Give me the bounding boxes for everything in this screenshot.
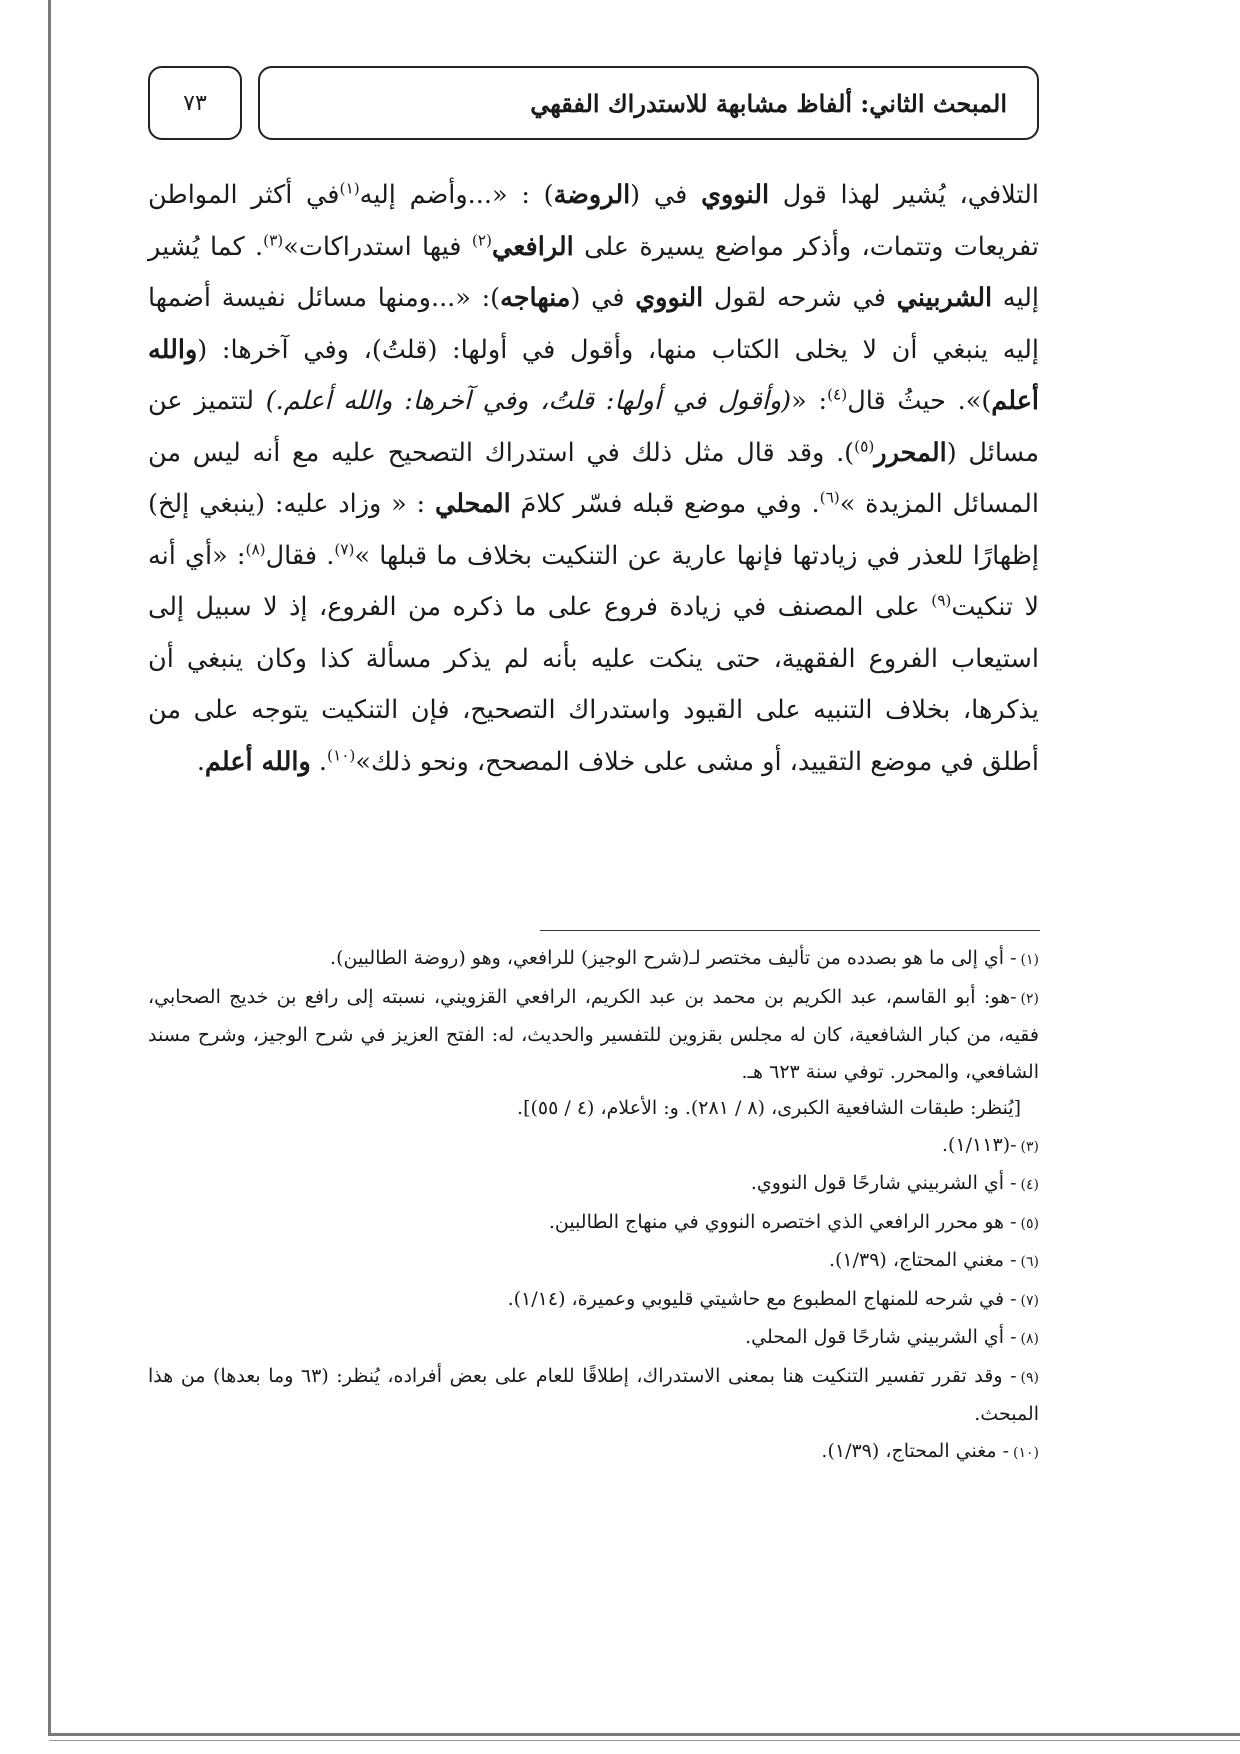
italic-quote: (وأقول في أولها: قلتُ، وفي آخرها: والله أعلم.) [265,386,792,416]
text-run: في أكثر المواطن تفريعات وتتمات، وأذكر مواضع يسيرة على [148,180,1039,262]
bold-book-title: منهاجه [500,283,571,313]
footnote-ref: (٢) [471,231,492,249]
footnote-number: (٣) [1020,1138,1039,1155]
footnote-text: - أي الشربيني شارحًا قول النووي. [750,1172,1017,1194]
footnote-number: (٧) [1020,1292,1039,1309]
text-run: في ( [630,180,702,210]
footnote-separator [540,930,1040,931]
footnote-ref: (٨) [245,540,266,558]
text-run: . فقال [265,540,335,571]
text-run: فيها استدراكات» [283,231,472,262]
footnote-ref: (١٠) [327,746,356,764]
text-run: . [310,746,328,777]
footnote-number: (٨) [1020,1331,1039,1347]
footnote-text: -(١/١١٣). [942,1133,1017,1156]
footnote-ref: (١) [339,179,360,198]
footnote-text: - مغني المحتاج، (١/٣٩). [821,1439,1010,1462]
bold-name: المحلي [434,489,511,519]
footnote-text: - في شرحه للمنهاج المطبوع مع حاشيتي قليوبي وعميرة، (١/١٤). [507,1287,1017,1310]
text-run: : «أي أنه لا تنكيت [148,540,1039,622]
text-run: ) : «...وأضم إليه [359,180,554,210]
footnote-item [148,1127,1039,1166]
footnote-number: (٩) [1020,1369,1039,1386]
footnote-item [148,1281,1039,1320]
bold-name: النووي [635,283,704,313]
footnote-item [148,979,1039,1127]
page-number: ٧٣ [183,90,207,116]
footnote-item [148,1165,1039,1204]
header-page-number-box [148,66,242,140]
footnote-ref: (٤) [827,385,848,404]
text-run: . كما يُشير إليه [148,231,1040,313]
text-run: : « وزاد عليه: (ينبغي إلخ) إظهارًا للعذر في زيادتها فإنها عارية عن التنكيت بخلاف ما قبلها » [148,489,1040,571]
text-run: لتتميز عن مسائل ( [148,386,1040,468]
page-header-title: المبحث الثاني: ألفاظ مشابهة للاستدراك الفقهي [530,88,1007,118]
text-run: . [196,746,205,777]
footnote-number: (٦) [1020,1254,1039,1270]
text-run: على المصنف في زيادة فروع على ما ذكره من الفروع، إذ لا سبيل إلى استيعاب الفروع الفقهية، حتى ينكت عليه بأنه لم يذكر مسألة كذا وكان ينبغي أن يذكرها، بخلاف التنبيه على القيود واستدراك التصحيح، فإن التنكيت يتوجه على من أطلق في موضع التقييد، أو مشى على خلاف المصحح، ونحو ذلك» [148,592,1039,777]
footnote-text: - وقد تقرر تفسير التنكيت هنا بمعنى الاستدراك، إطلاقًا للعام على بعض أفراده، يُنظر: (٦٣ وما بعدها) من هذا المبحث. [148,1364,1039,1425]
footnote-number: (١٠) [1013,1444,1039,1461]
footnote-text: - مغني المحتاج، (١/٣٩). [828,1249,1017,1271]
footnote-item [148,1358,1039,1433]
footnote-ref: (٦) [819,488,840,507]
footnote-ref: (٣) [263,231,284,249]
footnote-text: -هو: أبو القاسم، عبد الكريم بن محمد بن عبد الكريم، الرافعي القزويني، نسبته إلى رافع بن خديج الصحابي، فقيه، من كبار الشافعية، كان له مجلس بقزوين للتفسير والحديث، له: الفتح العزيز في شرح الوجيز، وشرح مسند الشافعي، والمحرر. توفي سنة ٦٢٣ هـ. [148,985,1039,1083]
bold-name: النووي [701,180,770,210]
footnote-ref: (٥) [854,437,875,455]
text-run: ). وقد قال مثل ذلك في استدراك التصحيح عليه مع أنه ليس من المسائل المزيدة » [148,437,1039,519]
footnote-number: (٢) [1020,990,1039,1007]
text-run: )». حيثُ قال [847,386,992,416]
footnote-number: (١) [1020,952,1039,968]
footnote-text: - أي إلى ما هو بصدده من تأليف مختصر لـ(شرح الوجيز) للرافعي، وهو (روضة الطالبين). [330,947,1017,969]
bold-name: الشربيني [896,283,993,313]
footnotes-section [148,940,1039,1471]
bold-book-title: الروضة [553,180,631,210]
footnote-number: (٤) [1020,1177,1039,1193]
body-paragraph [148,170,1039,788]
footnote-text: - أي الشربيني شارحًا قول المحلي. [745,1326,1017,1348]
footnote-item [148,1242,1039,1281]
text-run: ): «...ومنها مسائل نفيسة أضمها إليه ينبغي أن لا يخلى الكتاب منها، وأقول في أولها: (قلتُ)، وفي آخرها: ( [148,283,1039,365]
footnote-ref: (٩) [931,591,952,610]
footnote-item [148,940,1039,979]
text-run: التلافي، يُشير لهذا قول [769,180,1039,210]
footnote-ref: (٧) [334,540,355,558]
bold-phrase: والله أعلم [148,334,1040,416]
text-run: في شرحه لقول [703,283,897,313]
bold-phrase: والله أعلم [204,746,311,777]
header-title-box [258,66,1039,140]
footnote-item [148,1204,1039,1243]
bold-name: الرافعي [491,231,574,262]
text-run: : « [791,386,828,416]
text-run: في ( [570,283,636,313]
text-run: . وفي موضع قبله فسّر كلامَ [510,489,820,519]
footnote-text: - هو محرر الرافعي الذي اختصره النووي في منهاج الطالبين. [548,1210,1017,1233]
footnote-item [148,1319,1039,1358]
footnote-reference: [يُنظر: طبقات الشافعية الكبرى، (٨ / ٢٨١). و: الأعلام، (٤ / ٥٥)]. [517,1097,1021,1119]
bold-book-title: المحرر [874,437,947,468]
footnote-number: (٥) [1020,1215,1039,1232]
footnote-item [148,1433,1039,1472]
